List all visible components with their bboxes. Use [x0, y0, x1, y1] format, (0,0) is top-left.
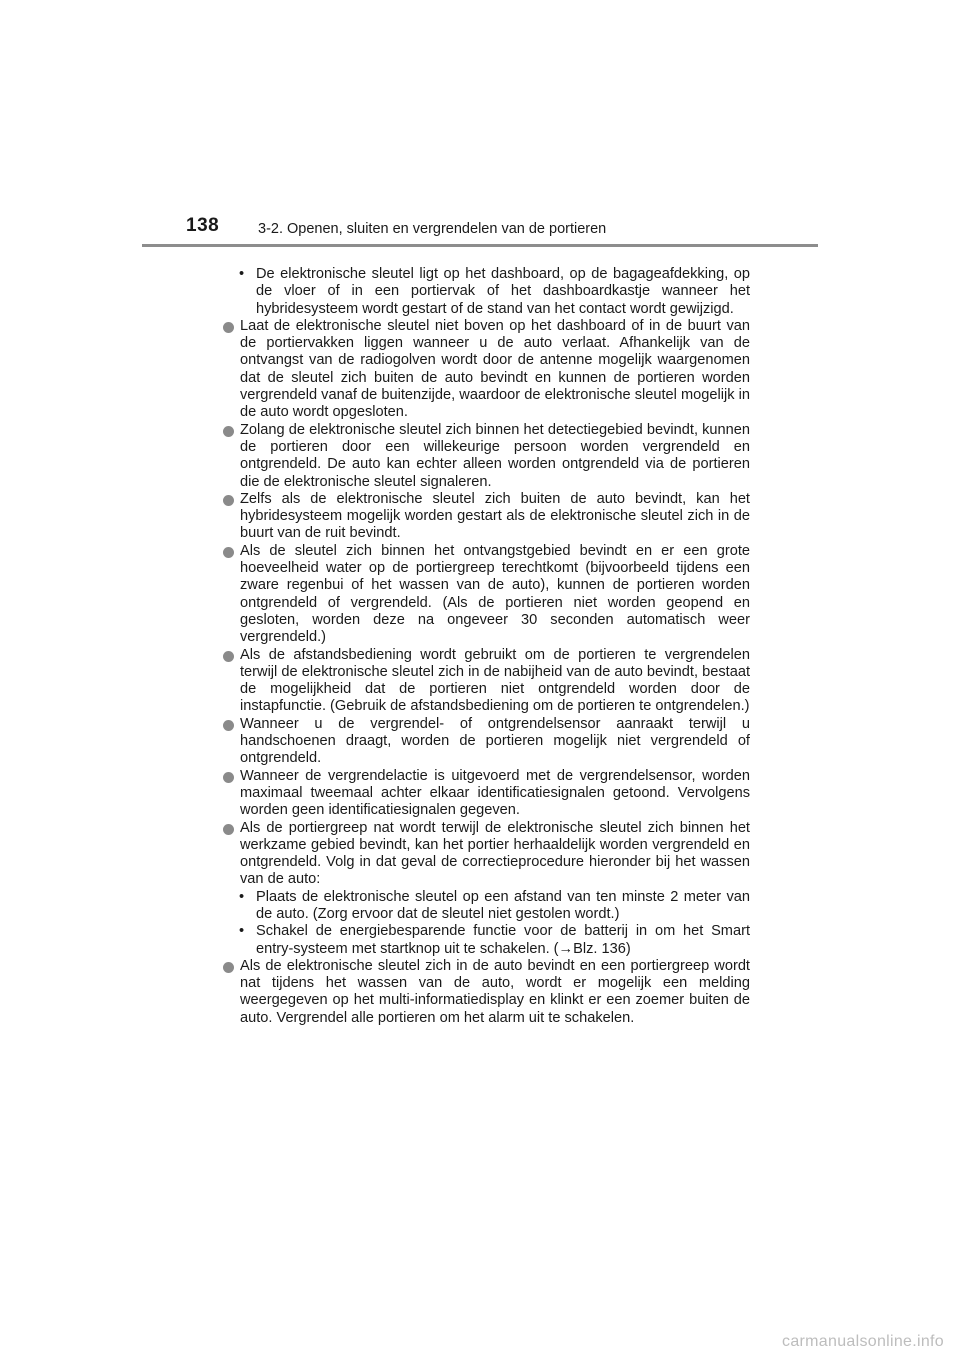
- bullet-text: Als de elektronische sleutel zich in de auto bevindt en een portiergreep wordt nat tijdens het wassen van de auto, wordt er mogelijk een melding weergegeven op het multi-informatiedisplay en klinkt er een zoemer buiten de auto. Vergrendel alle portieren om het alarm uit te schakelen.: [240, 957, 750, 1026]
- sub-bullet-text: De elektronische sleutel ligt op het dashboard, op de bagageafdekking, op de vloer of in een portiervak of het dashboardkastje wanneer het hybridesysteem wordt gestart of de stand van het contact wordt gewijzigd.: [256, 266, 750, 317]
- section-title: 3-2. Openen, sluiten en vergrendelen van de portieren: [258, 221, 607, 237]
- sub-bullet-item: [222, 266, 750, 318]
- header-rule: [142, 244, 818, 247]
- bullet-circle-icon: [223, 651, 234, 662]
- bullet-item: [222, 958, 750, 1027]
- sub-bullet-icon: •: [239, 266, 245, 282]
- bullet-text: Laat de elektronische sleutel niet boven op het dashboard of in de buurt van de portiervakken liggen wanneer u de auto verlaat. Afhankelijk van de ontvangst van de radiogolven wordt door de antenne mogelijk waargenomen dat de sleutel zich buiten de auto bevindt en kunnen de portieren worden vergrendeld vanaf de buitenzijde, waardoor de elektronische sleutel mogelijk in de auto wordt opgesloten.: [240, 317, 750, 421]
- sub-bullet-text: Plaats de elektronische sleutel op een afstand van ten minste 2 meter van de auto. (Zorg ervoor dat de sleutel niet gestolen wordt.): [256, 888, 750, 922]
- bullet-item: [222, 491, 750, 543]
- bullet-item: [222, 543, 750, 647]
- sub-bullet-item: [222, 889, 750, 924]
- bullet-text: Zolang de elektronische sleutel zich binnen het detectiegebied bevindt, kunnen de portieren door een willekeurige persoon worden vergrendeld en ontgrendeld. De auto kan echter alleen worden ontgrendeld via de portieren die de elektronische sleutel signaleren.: [240, 421, 750, 490]
- bullet-text: Zelfs als de elektronische sleutel zich buiten de auto bevindt, kan het hybridesysteem mogelijk worden gestart als de elektronische sleutel zich in de buurt van de ruit bevindt.: [240, 490, 750, 542]
- bullet-text: Als de portiergreep nat wordt terwijl de elektronische sleutel zich binnen het werkzame gebied bevindt, kan het portier herhaaldelijk worden vergrendeld en ontgrendeld. Volg in dat geval de correctieprocedure hieronder bij het wassen van de auto:: [240, 819, 750, 888]
- bullet-text: Wanneer de vergrendelactie is uitgevoerd met de vergrendelsensor, worden maximaal tweemaal achter elkaar identificatiesignalen getoond. Vervolgens worden geen identificatiesignalen gegeven.: [240, 767, 750, 819]
- bullet-circle-icon: [223, 547, 234, 558]
- watermark-logo: carmanualsonline.info: [782, 1333, 944, 1350]
- bullet-item: [222, 716, 750, 768]
- sub-bullet-item: [222, 923, 750, 958]
- bullet-item: [222, 768, 750, 820]
- bullet-circle-icon: [223, 962, 234, 973]
- sub-bullet-text: Schakel de energiebesparende functie voor de batterij in om het Smart entry-systeem met startknop uit te schakelen. (→Blz. 136): [256, 923, 750, 957]
- bullet-item: [222, 647, 750, 716]
- bullet-circle-icon: [223, 322, 234, 333]
- bullet-circle-icon: [223, 824, 234, 835]
- bullet-circle-icon: [223, 426, 234, 437]
- bullet-item: [222, 318, 750, 422]
- sub-bullet-icon: •: [239, 923, 245, 940]
- page-number: 138: [186, 215, 220, 236]
- bullet-text: Als de afstandsbediening wordt gebruikt om de portieren te vergrendelen terwijl de elektronische sleutel zich in de nabijheid van de auto bevindt, bestaat de mogelijkheid dat de portieren niet ontgrendeld worden door de instapfunctie. (Gebruik de afstandsbediening om de portieren te ontgrendelen.): [240, 646, 750, 715]
- page-header: [0, 214, 960, 254]
- bullet-text: Als de sleutel zich binnen het ontvangstgebied bevindt en er een grote hoeveelheid water op de portiergreep terechtkomt (bijvoorbeeld tijdens een zware regenbui of het wassen van de auto), kunnen de portieren worden ontgrendeld of vergrendeld. (Als de portieren niet worden geopend en gesloten, worden deze na ongeveer 30 seconden automatisch weer vergrendeld.): [240, 542, 750, 646]
- bullet-circle-icon: [223, 772, 234, 783]
- content-body: [222, 266, 750, 1027]
- bullet-circle-icon: [223, 495, 234, 506]
- bullet-item: [222, 422, 750, 491]
- bullet-text: Wanneer u de vergrendel- of ontgrendelsensor aanraakt terwijl u handschoenen draagt, worden de portieren mogelijk niet vergrendeld of ontgrendeld.: [240, 715, 750, 767]
- sub-bullet-icon: •: [239, 888, 245, 905]
- bullet-item: [222, 820, 750, 889]
- bullet-circle-icon: [223, 720, 234, 731]
